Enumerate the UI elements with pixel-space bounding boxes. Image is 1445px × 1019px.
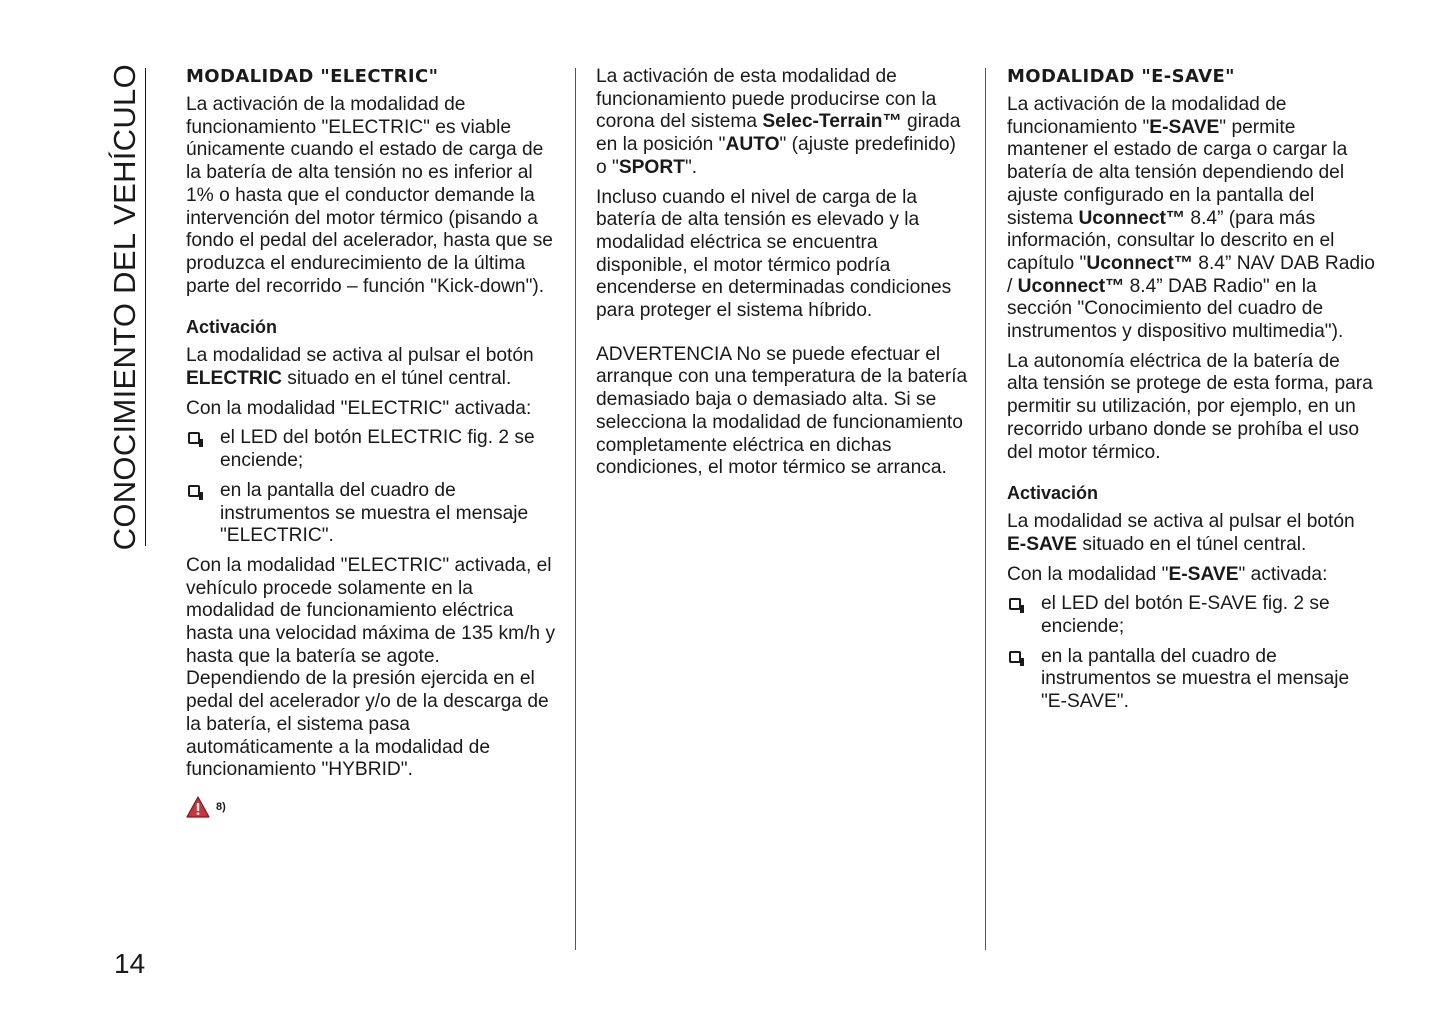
bold-term: SPORT (618, 156, 685, 178)
paragraph: La activación de la modalidad de funcionamiento "ELECTRIC" es viable únicamente cuando el estado de carga de la batería de alta tensión no es inferior al 1% o hasta que el conductor demande la intervención del motor térmico (pisando a fondo el pedal del acelerador, hasta que se produzca el endurecimiento de la última parte del recorrido – función "Kick-down"). (186, 94, 553, 297)
paragraph: La activación de la modalidad de funcionamiento "E-SAVE" permite mantener el estado de carga o cargar la batería de alta tensión dependiendo del ajuste configurado en la pantalla del sistema Uconnect™ 8.4” (para más información, consultar lo descrito en el capítulo "Uconnect™ 8.4” NAV DAB Radio / Uconnect™ 8.4” DAB Radio" en la sección "Conocimiento del cuadro de instrumentos y dispositivo multimedia"). (1007, 94, 1375, 343)
warning-paragraph: ADVERTENCIA No se puede efectuar el arranque con una temperatura de la batería demasiado baja o demasiado alta. Si se selecciona la modalidad de funcionamiento completamente eléctrica en dichas condiciones, el motor térmico se arranca. (596, 343, 968, 479)
paragraph: Con la modalidad "E-SAVE" activada: (1007, 563, 1328, 585)
bold-term: Selec-Terrain™ (762, 111, 902, 133)
paragraph: Incluso cuando el nivel de carga de la batería de alta tensión es elevado y la modalidad eléctrica se encuentra disponible, el motor térmico podría encenderse en determinadas condiciones para proteger el sistema híbrido. (596, 186, 952, 322)
checkbox-bullet-icon (1009, 651, 1021, 663)
section-heading-esave: MODALIDAD "E-SAVE" (1007, 66, 1235, 87)
list-item: en la pantalla del cuadro de instrumentos se muestra el mensaje "ELECTRIC". (186, 480, 558, 548)
checkbox-bullet-icon (188, 485, 200, 497)
paragraph: Con la modalidad "ELECTRIC" activada, el vehículo procede solamente en la modalidad de funcionamiento eléctrica hasta una velocidad máxima de 135 km/h y hasta que la batería se agote. Dependiendo de la presión ejercida en el pedal del acelerador y/o de la descarga de la batería, el sistema pasa automáticamente a la modalidad de funcionamiento "HYBRID". (186, 554, 556, 781)
paragraph: La modalidad se activa al pulsar el botón E-SAVE situado en el túnel central. (1007, 511, 1355, 555)
column-3 (1007, 66, 1375, 721)
warning-ref-number: 8) (216, 800, 226, 813)
subheading-activacion: Activación (186, 317, 278, 338)
chapter-title-text: CONOCIMIENTO DEL VEHÍCULO (106, 63, 142, 551)
warning-reference (186, 796, 558, 819)
page-number: 14 (114, 948, 146, 979)
bold-term: E-SAVE (1168, 563, 1239, 585)
bold-term: Uconnect™ (1086, 252, 1193, 274)
paragraph: La activación de esta modalidad de funcionamiento puede producirse con la corona del sistema Selec-Terrain™ girada en la posición "AUTO" (ajuste predefinido) o "SPORT". (596, 66, 961, 178)
checkbox-bullet-icon (188, 432, 200, 444)
bold-term: Uconnect™ (1078, 207, 1186, 229)
chapter-title (104, 63, 144, 551)
subheading-activacion: Activación (1007, 483, 1099, 504)
bold-term: Uconnect™ (1017, 275, 1125, 297)
list-item: el LED del botón E-SAVE fig. 2 se enciende; (1007, 593, 1375, 638)
checkbox-bullet-icon (1009, 598, 1021, 610)
paragraph: Con la modalidad "ELECTRIC" activada: (186, 397, 532, 419)
column-2 (596, 66, 968, 487)
paragraph: La modalidad se activa al pulsar el botón ELECTRIC situado en el túnel central. (186, 345, 534, 390)
paragraph: La autonomía eléctrica de la batería de alta tensión se protege de esta forma, para permitir su utilización, por ejemplo, en un recorrido urbano donde se prohíba el uso del motor térmico. (1007, 350, 1373, 463)
list-item: el LED del botón ELECTRIC fig. 2 se enciende; (186, 427, 558, 472)
bold-term: E-SAVE (1007, 533, 1078, 555)
bold-term: E-SAVE (1149, 116, 1220, 138)
list-item: en la pantalla del cuadro de instrumentos se muestra el mensaje "E-SAVE". (1007, 646, 1375, 714)
warning-triangle-icon (186, 796, 210, 818)
column-1 (186, 66, 558, 819)
column-divider-1 (575, 68, 576, 950)
chapter-rule (145, 68, 146, 546)
section-heading-electric: MODALIDAD "ELECTRIC" (186, 66, 439, 87)
bold-term: ELECTRIC (186, 368, 282, 390)
bold-term: AUTO (725, 134, 780, 156)
column-divider-2 (985, 68, 986, 950)
